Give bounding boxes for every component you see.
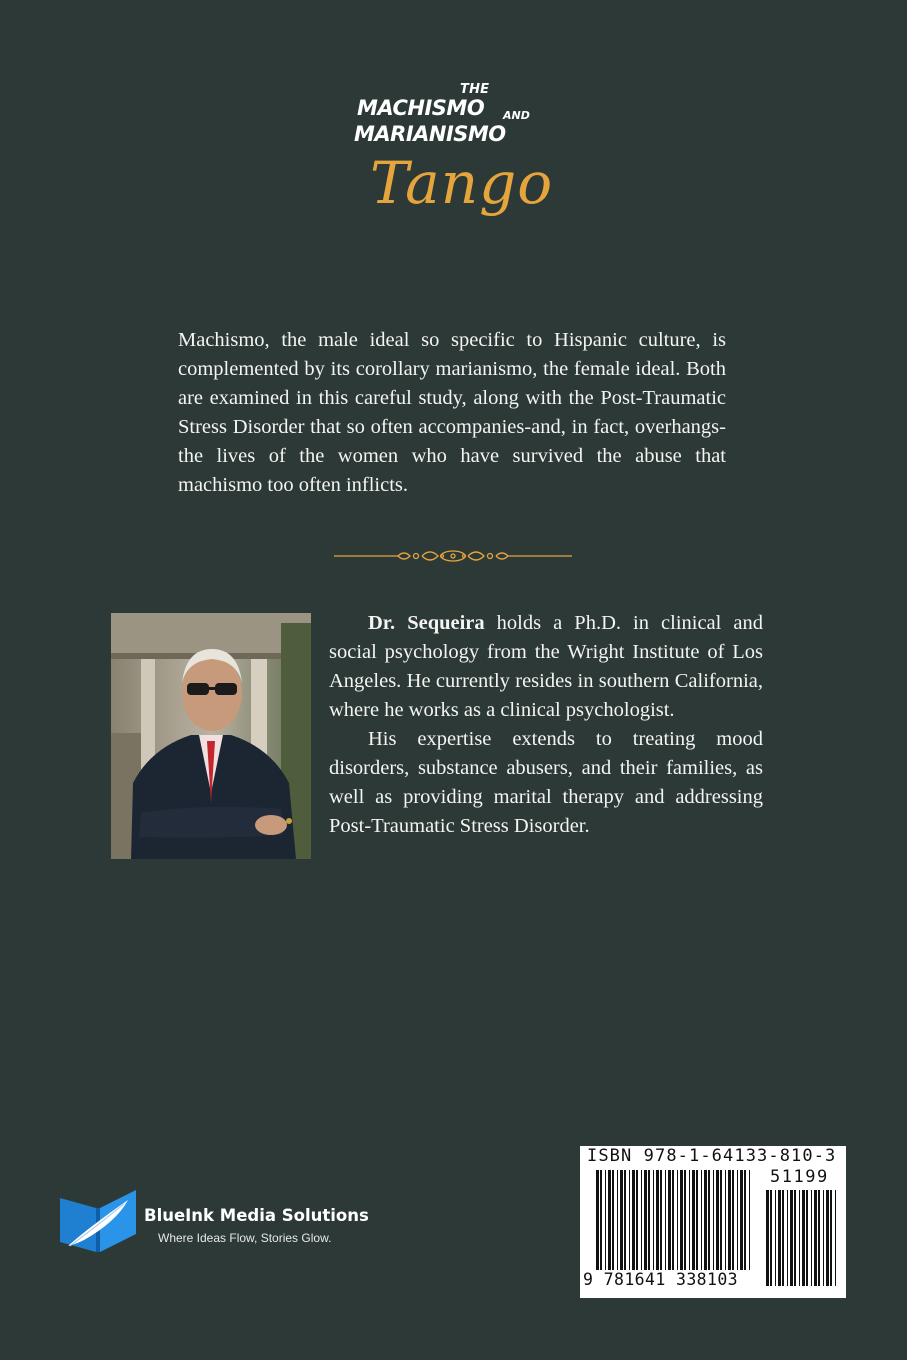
ean-digits: 9 781641 338103	[583, 1270, 739, 1289]
author-bio	[329, 609, 763, 841]
title-and: AND	[503, 109, 530, 122]
book-blurb: Machismo, the male ideal so specific to Hispanic culture, is complemented by its corollary marianismo, the female ideal. Both are examined in this careful study, along with the Post-Traumatic Stress Disorder that so often accompanies-and, in fact, overhangs-the lives of the women who have survived the abuse that machismo too often inflicts.	[178, 329, 726, 496]
author-photo	[111, 613, 311, 859]
bio-paragraph-1-text: holds a Ph.D. in clinical and social psychology from the Wright Institute of Los Angeles. He currently resides in southern California, where he works as a clinical psychologist.	[329, 612, 763, 721]
bio-paragraph-2: His expertise extends to treating mood disorders, substance abusers, and their families, as well as providing marital therapy and addressing Post-Traumatic Stress Disorder.	[329, 728, 763, 837]
bio-paragraph-1	[329, 609, 763, 725]
title-marianismo: MARIANISMO	[354, 122, 506, 146]
publisher-tagline: Where Ideas Flow, Stories Glow.	[158, 1231, 332, 1245]
publisher-logo-block	[58, 1188, 378, 1258]
price-code: 51199	[770, 1167, 829, 1187]
title-tango: Tango	[370, 149, 554, 217]
author-name: Dr. Sequeira	[368, 612, 485, 634]
isbn-number: ISBN 978-1-64133-810-3	[587, 1146, 837, 1166]
book-feather-icon	[58, 1188, 138, 1256]
publisher-name: BlueInk Media Solutions	[144, 1206, 369, 1225]
ornamental-divider	[334, 547, 572, 565]
isbn-barcode	[580, 1146, 846, 1298]
title-machismo: MACHISMO	[357, 96, 485, 120]
title-the: THE	[460, 82, 490, 97]
